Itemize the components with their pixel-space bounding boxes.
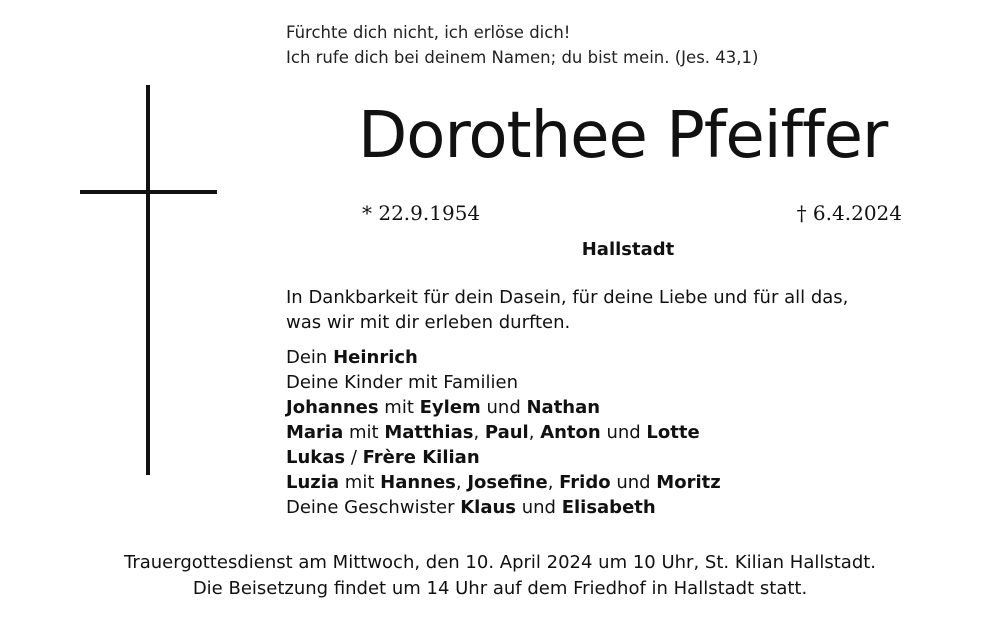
mourner-name: Johannes xyxy=(286,397,379,418)
mourner-name: Moritz xyxy=(656,472,721,493)
burial-line: Die Beisetzung findet um 14 Uhr auf dem Friedhof in Hallstadt statt. xyxy=(192,578,808,599)
mourner-name: Lukas xyxy=(286,447,346,468)
mourner-text: und xyxy=(516,497,562,518)
mourner-text: mit xyxy=(378,397,420,418)
mourner-name: Josefine xyxy=(467,472,548,493)
funeral-service-line: Trauergottesdienst am Mittwoch, den 10. April 2024 um 10 Uhr, St. Kilian Hallstadt. xyxy=(123,552,877,573)
bible-verse xyxy=(286,20,758,70)
mourner-row xyxy=(286,445,721,470)
mourner-text: mit xyxy=(343,422,385,443)
mourner-name: Hannes xyxy=(380,472,456,493)
mourner-row xyxy=(286,370,721,395)
mourner-name: Matthias xyxy=(384,422,474,443)
cross-icon xyxy=(146,85,150,475)
mourner-text: Deine Geschwister xyxy=(286,497,461,518)
mourner-text: Dein xyxy=(286,347,334,368)
mourner-row xyxy=(286,495,721,520)
mourner-name: Anton xyxy=(540,422,601,443)
mourner-row xyxy=(286,345,721,370)
mourner-text: und xyxy=(480,397,527,418)
cross-icon-beam xyxy=(80,190,217,194)
gratitude-text xyxy=(286,285,848,335)
mourner-text: und xyxy=(610,472,657,493)
mourner-text: Deine Kinder mit Familien xyxy=(286,372,519,393)
mourner-name: Maria xyxy=(286,422,344,443)
verse-line-2: Ich rufe dich bei deinem Namen; du bist mein. (Jes. 43,1) xyxy=(286,48,759,67)
gratitude-line-1: In Dankbarkeit für dein Dasein, für deine Liebe und für all das, xyxy=(286,287,849,308)
mourner-row xyxy=(286,470,721,495)
mourner-name: Frère Kilian xyxy=(362,447,480,468)
death-date: † 6.4.2024 xyxy=(796,201,902,225)
mourner-name: Eylem xyxy=(419,397,481,418)
mourner-row xyxy=(286,420,721,445)
deceased-name: Dorothee Pfeiffer xyxy=(358,99,888,173)
mourners-list xyxy=(286,345,721,520)
mourner-text: , xyxy=(473,422,485,443)
mourner-text: , xyxy=(528,422,541,443)
mourner-name: Heinrich xyxy=(333,347,418,368)
city-name: Hallstadt xyxy=(581,239,675,260)
mourner-row xyxy=(286,395,721,420)
verse-line-1: Fürchte dich nicht, ich erlöse dich! xyxy=(286,23,571,42)
mourner-name: Nathan xyxy=(526,397,601,418)
birth-date: * 22.9.1954 xyxy=(362,201,481,225)
mourner-text: mit xyxy=(339,472,381,493)
mourner-name: Elisabeth xyxy=(561,497,656,518)
mourner-text: und xyxy=(600,422,647,443)
mourner-text: , xyxy=(547,472,560,493)
mourner-name: Paul xyxy=(484,422,529,443)
mourner-text: / xyxy=(345,447,363,468)
mourner-name: Klaus xyxy=(460,497,516,518)
mourner-name: Lotte xyxy=(646,422,700,443)
mourner-text: , xyxy=(455,472,468,493)
gratitude-line-2: was wir mit dir erleben durften. xyxy=(286,312,571,333)
mourner-name: Luzia xyxy=(286,472,340,493)
mourner-name: Frido xyxy=(559,472,611,493)
